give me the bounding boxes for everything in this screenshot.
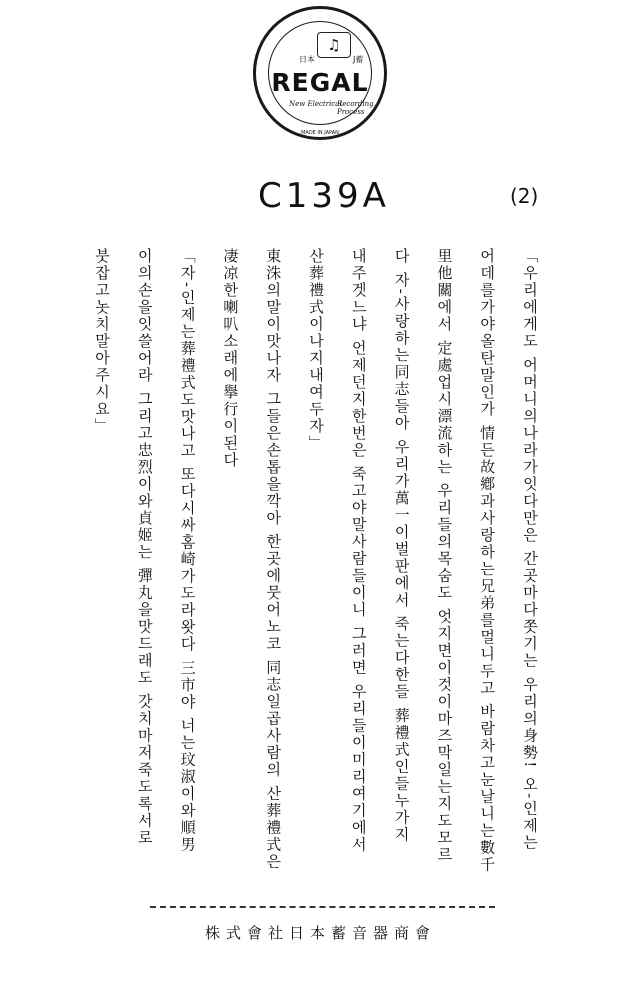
lyrics-text [88, 248, 544, 908]
lyric-line: 里他關에서 定處업시漂流하는 우리들의목숨도 엇지면이것이마즈막일는지도모르 [435, 248, 454, 864]
label-subtext: Recording Process [337, 100, 374, 116]
lyric-line: 다 자-사랑하는同志들아 우리가萬一이벌판에서 죽는다한들 葬禮式인들누가지 [392, 248, 411, 844]
label-side-text: J蓄 [353, 55, 364, 64]
lyric-line: 「우리에게도 어머니의나라가잇다만은 간곳마다쫏기는 우리의身勢! 오-인제는 [520, 248, 539, 852]
lyric-line: 내주겟느냐 언제던지한번은 죽고야말사람들이니 그러면 우리들이미리여기에서 [349, 248, 368, 854]
label-subtext: New Electrical [289, 100, 342, 108]
label-bottom-text: MADE IN JAPAN [301, 130, 339, 136]
lyric-line: 凄凉한喇叭소래에擧行이된다 [221, 248, 240, 469]
lyric-line: 이의손을잇쓸어라 그리고忠烈이와貞姬는 彈丸을맛드래도 갓치마저죽도록서로 [135, 248, 154, 847]
music-note-icon: ♫ [317, 32, 351, 58]
record-number: C139A [258, 176, 390, 216]
lyric-line: 산葬禮式이나지내여두자」 [306, 248, 325, 452]
label-side-text: 日本 [299, 55, 315, 64]
lyric-line: 東洙의말이맛나자 그들은손톱을깍아 한곳에뭇어노코 同志일곱사람의 산葬禮式은 [264, 248, 283, 871]
lyric-line: 「자-인제는葬禮式도맛나고 또다시싸홈崎가도라왓다 三市야 너는玟淑이와順男 [178, 248, 197, 854]
label-inner-ring [268, 21, 374, 136]
divider [150, 906, 495, 908]
regal-label-logo [253, 6, 387, 140]
side-number: (2) [510, 184, 539, 208]
lyric-line: 어데를가야올탄말인가 情든故鄕과사랑하는兄弟를멀니두고 바람차고눈날니는數千 [478, 248, 497, 874]
lyric-line: 붓잡고놋치말아주시요」 [93, 248, 111, 435]
brand-name: REGAL [271, 68, 369, 97]
company-name: 株式會社日本蓄音器商會 [204, 924, 436, 942]
